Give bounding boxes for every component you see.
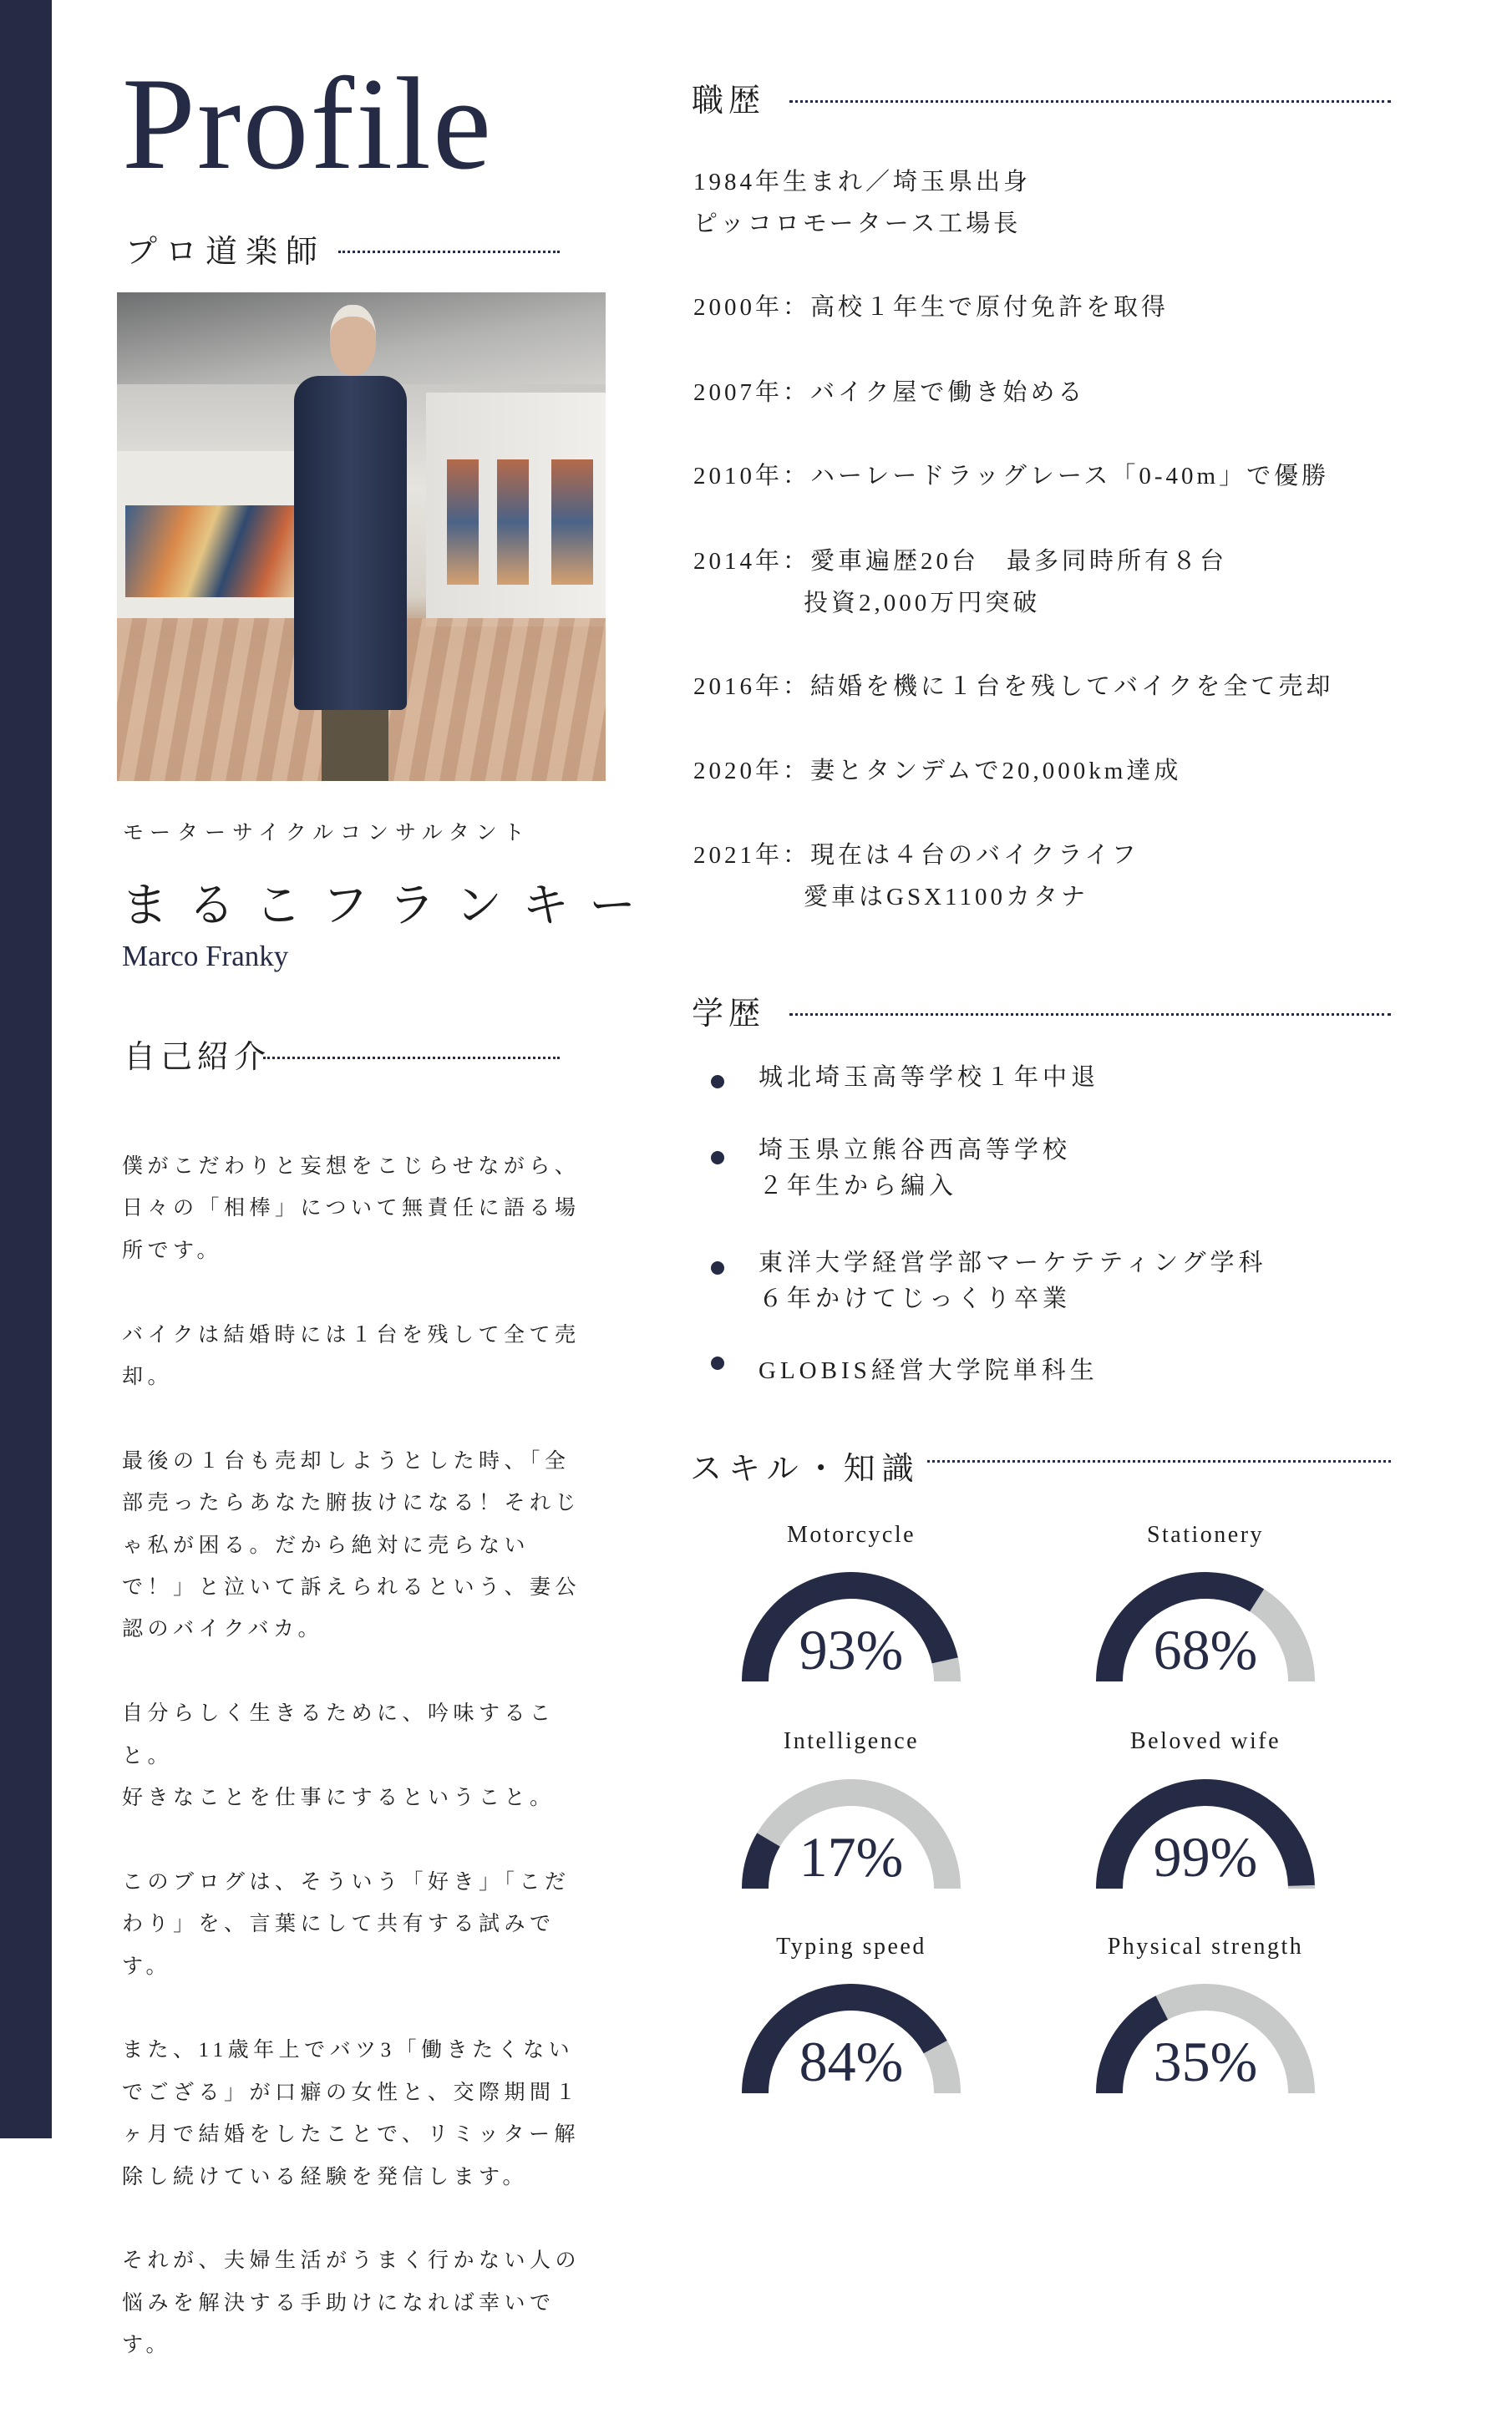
divider (927, 1460, 1391, 1463)
skill-value: 35% (1080, 2033, 1331, 2090)
skill-value: 84% (726, 2033, 977, 2090)
intro-heading: 自己紹介 (124, 1042, 271, 1073)
bullet-icon (711, 1151, 724, 1164)
skills-heading: スキル・知識 (690, 1453, 921, 1485)
sidebar-stripe (0, 0, 52, 2138)
bullet-icon (711, 1261, 724, 1275)
skill-value: 93% (726, 1621, 977, 1678)
name-english: Marco Franky (122, 940, 288, 973)
skill-label: Physical strength (1080, 1934, 1331, 1960)
education-item: 埼玉県立熊谷西高等学校 ２年生から編入 (759, 1133, 1071, 1204)
intro-paragraph: 自分らしく生きるために、吟味すること。 好きなことを仕事にするということ。 (122, 1693, 590, 1819)
skill-value: 99% (1080, 1828, 1331, 1885)
divider (789, 100, 1391, 103)
career-entry: 2007年：バイク屋で働き始める (693, 372, 1085, 413)
bullet-icon (711, 1075, 724, 1088)
education-item: GLOBIS経営大学院単科生 (759, 1353, 1098, 1389)
job-title: モーターサイクルコンサルタント (123, 816, 531, 846)
career-entry: 2010年：ハーレードラッグレース「0-40m」で優勝 (693, 455, 1329, 497)
skill-label: Typing speed (726, 1934, 977, 1960)
divider (263, 1057, 560, 1059)
education-item: 城北埼玉高等学校１年中退 (759, 1060, 1099, 1096)
career-entry: 2016年：結婚を機に１台を残してバイクを全て売却 (693, 666, 1333, 707)
intro-paragraph: 最後の１台も売却しようとした時、「全部売ったらあなた腑抜けになる！それじゃ私が困る。だから絶対に売らないで！」と泣いて訴えられるという、妻公認のバイクバカ。 (122, 1441, 590, 1651)
intro-paragraph: それが、夫婦生活がうまく行かない人の悩みを解決する手助けになれば幸いです。 (122, 2240, 590, 2366)
bullet-icon (711, 1357, 724, 1370)
intro-paragraph: 僕がこだわりと妄想をこじらせながら、日々の「相棒」について無責任に語る場所です。 (122, 1146, 590, 1272)
divider (789, 1013, 1391, 1016)
page-title: Profile (122, 58, 493, 190)
subtitle: プロ道楽師 (125, 236, 326, 268)
career-entry: 2021年：現在は４台のバイクライフ 愛車はGSX1100カタナ (693, 834, 1139, 918)
skill-label: Intelligence (726, 1728, 977, 1755)
name-japanese: まるこフランキー (121, 869, 656, 936)
skill-value: 68% (1080, 1621, 1331, 1678)
career-entry: 2014年：愛車遍歴20台 最多同時所有８台 投資2,000万円突破 (693, 540, 1227, 624)
intro-paragraph: このブログは、そういう「好き」「こだわり」を、言葉にして共有する試みです。 (122, 1862, 590, 1988)
career-entry: 2000年：高校１年生で原付免許を取得 (693, 287, 1169, 328)
skill-label: Stationery (1080, 1522, 1331, 1549)
intro-paragraph: バイクは結婚時には１台を残して全て売却。 (122, 1315, 590, 1399)
education-heading: 学歴 (692, 998, 765, 1030)
divider (338, 251, 560, 253)
career-entry: 2020年：妻とタンデムで20,000km達成 (693, 750, 1181, 792)
intro-text (122, 1146, 590, 2409)
skill-value: 17% (726, 1828, 977, 1885)
career-heading: 職歴 (692, 85, 765, 117)
education-item: 東洋大学経営学部マーケテティング学科 ６年かけてじっくり卒業 (759, 1245, 1267, 1317)
skill-label: Beloved wife (1080, 1728, 1331, 1755)
profile-photo (117, 292, 606, 781)
skill-label: Motorcycle (726, 1522, 977, 1549)
intro-paragraph: また、11歳年上でバツ3「働きたくないでござる」が口癖の女性と、交際期間１ヶ月で結婚をしたことで、リミッター解除し続けている経験を発信します。 (122, 2030, 590, 2199)
career-entry: 1984年生まれ／埼玉県出身 ピッコロモータース工場長 (693, 161, 1031, 245)
